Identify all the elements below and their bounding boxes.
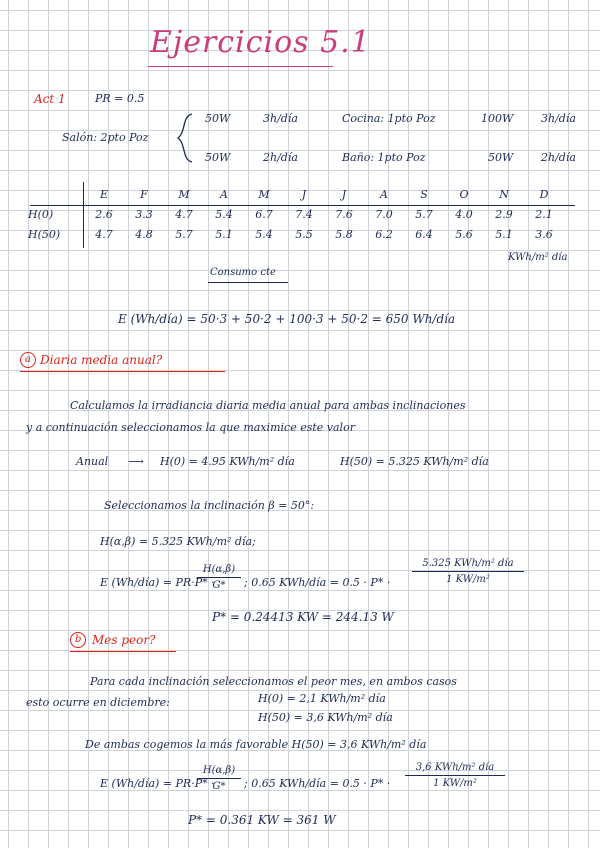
table-cell: 7.0 bbox=[375, 207, 393, 221]
frac-denominator: G* bbox=[212, 781, 226, 792]
irradiance-table bbox=[28, 184, 564, 244]
table-cell: 2.9 bbox=[495, 207, 513, 221]
frac-numerator: H(α,β) bbox=[202, 564, 236, 575]
frac-numerator: 5.325 KWh/m² día bbox=[422, 558, 514, 569]
table-cell: 5.4 bbox=[255, 227, 273, 241]
salon-power-1: 50W bbox=[205, 112, 231, 125]
section-b-h0: H(0) = 2,1 KWh/m² día bbox=[258, 692, 386, 705]
month-header: A bbox=[220, 187, 228, 201]
month-header: S bbox=[420, 187, 428, 201]
table-cell: 2.1 bbox=[535, 207, 553, 221]
table-cell: 6.7 bbox=[255, 207, 273, 221]
table-cell: 4.7 bbox=[95, 227, 113, 241]
table-cell: 4.8 bbox=[135, 227, 153, 241]
title-underline bbox=[148, 66, 333, 67]
bano-hours: 2h/día bbox=[541, 151, 576, 164]
salon-hours-1: 3h/día bbox=[263, 112, 298, 125]
section-a-eq-left: E (Wh/día) = PR·P* · bbox=[100, 576, 215, 589]
frac-bar bbox=[412, 571, 524, 572]
table-cell: 4.7 bbox=[175, 207, 193, 221]
month-header: O bbox=[459, 187, 469, 201]
cocina-label: Cocina: 1pto Poz bbox=[342, 112, 436, 125]
frac-numerator: H(α,β) bbox=[202, 765, 236, 776]
frac-denominator: 1 KW/m² bbox=[446, 574, 490, 585]
bano-power: 50W bbox=[488, 151, 514, 164]
row-label: H(50) bbox=[28, 227, 61, 241]
section-b-underline bbox=[70, 651, 176, 652]
table-cell: 5.1 bbox=[495, 227, 513, 241]
salon-hours-2: 2h/día bbox=[263, 151, 298, 164]
month-header: E bbox=[99, 187, 109, 201]
month-header: J bbox=[341, 187, 347, 201]
table-cell: 5.5 bbox=[295, 227, 313, 241]
row-label: H(0) bbox=[28, 207, 54, 221]
table-corner bbox=[28, 184, 84, 204]
salon-power-2: 50W bbox=[205, 151, 231, 164]
table-row bbox=[28, 204, 564, 224]
section-b-frac-1 bbox=[197, 765, 241, 792]
table-cell: 4.0 bbox=[455, 207, 473, 221]
section-b-para-1: Para cada inclinación seleccionamos el peor mes, en ambos casos bbox=[90, 675, 457, 688]
section-b-result: P* = 0.361 KW = 361 W bbox=[188, 813, 336, 827]
table-cell: 5.6 bbox=[455, 227, 473, 241]
section-b-heading: Mes peor? bbox=[92, 633, 156, 647]
section-a-eq-mid: ; 0.65 KWh/día = 0.5 · P* · bbox=[244, 576, 391, 589]
table-cell: 6.2 bbox=[375, 227, 393, 241]
table-cell: 5.8 bbox=[335, 227, 353, 241]
frac-denominator: G* bbox=[212, 580, 226, 591]
month-header: N bbox=[499, 187, 509, 201]
act-label: Act 1 bbox=[34, 92, 66, 106]
month-header: A bbox=[380, 187, 388, 201]
table-cell: 3.3 bbox=[135, 207, 153, 221]
cocina-power: 100W bbox=[481, 112, 514, 125]
table-cell: 5.7 bbox=[175, 227, 193, 241]
cocina-hours: 3h/día bbox=[541, 112, 576, 125]
frac-bar bbox=[197, 778, 241, 779]
table-cell: 5.7 bbox=[415, 207, 433, 221]
section-a-frac-2 bbox=[412, 558, 524, 585]
month-header: M bbox=[178, 187, 190, 201]
frac-bar bbox=[197, 577, 241, 578]
consumo-underline bbox=[208, 282, 288, 283]
section-b-letter: b bbox=[75, 634, 82, 645]
table-row bbox=[28, 224, 564, 244]
bano-label: Baño: 1pto Poz bbox=[342, 151, 426, 164]
anual-h0: H(0) = 4.95 KWh/m² día bbox=[160, 455, 295, 468]
table-cell: 7.4 bbox=[295, 207, 313, 221]
section-a-para-1: Calculamos la irradiancia diaria media anual para ambas inclinaciones bbox=[70, 399, 466, 412]
month-header: F bbox=[140, 187, 148, 201]
page-title: Ejercicios 5.1 bbox=[150, 25, 371, 60]
section-b-frac-2 bbox=[405, 762, 505, 789]
consumo-label: Consumo cte bbox=[210, 267, 276, 278]
table-cell: 5.1 bbox=[215, 227, 233, 241]
table-cell: 7.6 bbox=[335, 207, 353, 221]
section-b-eq-mid: ; 0.65 KWh/día = 0.5 · P* · bbox=[244, 777, 391, 790]
anual-label: Anual bbox=[76, 455, 109, 468]
month-header: M bbox=[258, 187, 270, 201]
table-cell: 3.6 bbox=[535, 227, 553, 241]
section-b-eq-left: E (Wh/día) = PR·P* · bbox=[100, 777, 215, 790]
table-cell: 2.6 bbox=[95, 207, 113, 221]
section-b-select: De ambas cogemos la más favorable H(50) = 3,6 KWh/m² día bbox=[85, 738, 427, 751]
section-b-para-2: esto ocurre en diciembre: bbox=[26, 696, 170, 709]
section-a-heading: Diaria media anual? bbox=[40, 353, 163, 367]
salon-label: Salón: 2pto Poz bbox=[62, 131, 149, 144]
table-cell: 5.4 bbox=[215, 207, 233, 221]
month-header: J bbox=[301, 187, 307, 201]
section-a-underline bbox=[20, 371, 225, 372]
section-a-h-alpha-beta: H(α,β) = 5.325 KWh/m² día; bbox=[100, 535, 256, 548]
frac-numerator: 3,6 KWh/m² día bbox=[415, 762, 495, 773]
section-a-frac-1 bbox=[197, 564, 241, 591]
section-a-select: Seleccionamos la inclinación β = 50°: bbox=[104, 499, 315, 512]
month-header: D bbox=[539, 187, 549, 201]
brace-icon bbox=[174, 112, 196, 164]
frac-bar bbox=[405, 775, 505, 776]
table-cell: 6.4 bbox=[415, 227, 433, 241]
table-header-row bbox=[28, 184, 564, 204]
section-a-result: P* = 0.24413 KW = 244.13 W bbox=[212, 610, 394, 624]
section-a-para-2: y a continuación seleccionamos la que maximice este valor bbox=[26, 421, 355, 434]
anual-h50: H(50) = 5.325 KWh/m² día bbox=[340, 455, 489, 468]
section-b-h50: H(50) = 3,6 KWh/m² día bbox=[258, 711, 393, 724]
arrow-icon: ⟶ bbox=[128, 455, 144, 468]
section-a-letter: a bbox=[25, 354, 31, 365]
pr-value: PR = 0.5 bbox=[95, 92, 145, 105]
table-unit: KWh/m² día bbox=[508, 252, 568, 263]
frac-denominator: 1 KW/m² bbox=[433, 778, 477, 789]
consumo-equation: E (Wh/día) = 50·3 + 50·2 + 100·3 + 50·2 = 650 Wh/día bbox=[118, 312, 456, 326]
